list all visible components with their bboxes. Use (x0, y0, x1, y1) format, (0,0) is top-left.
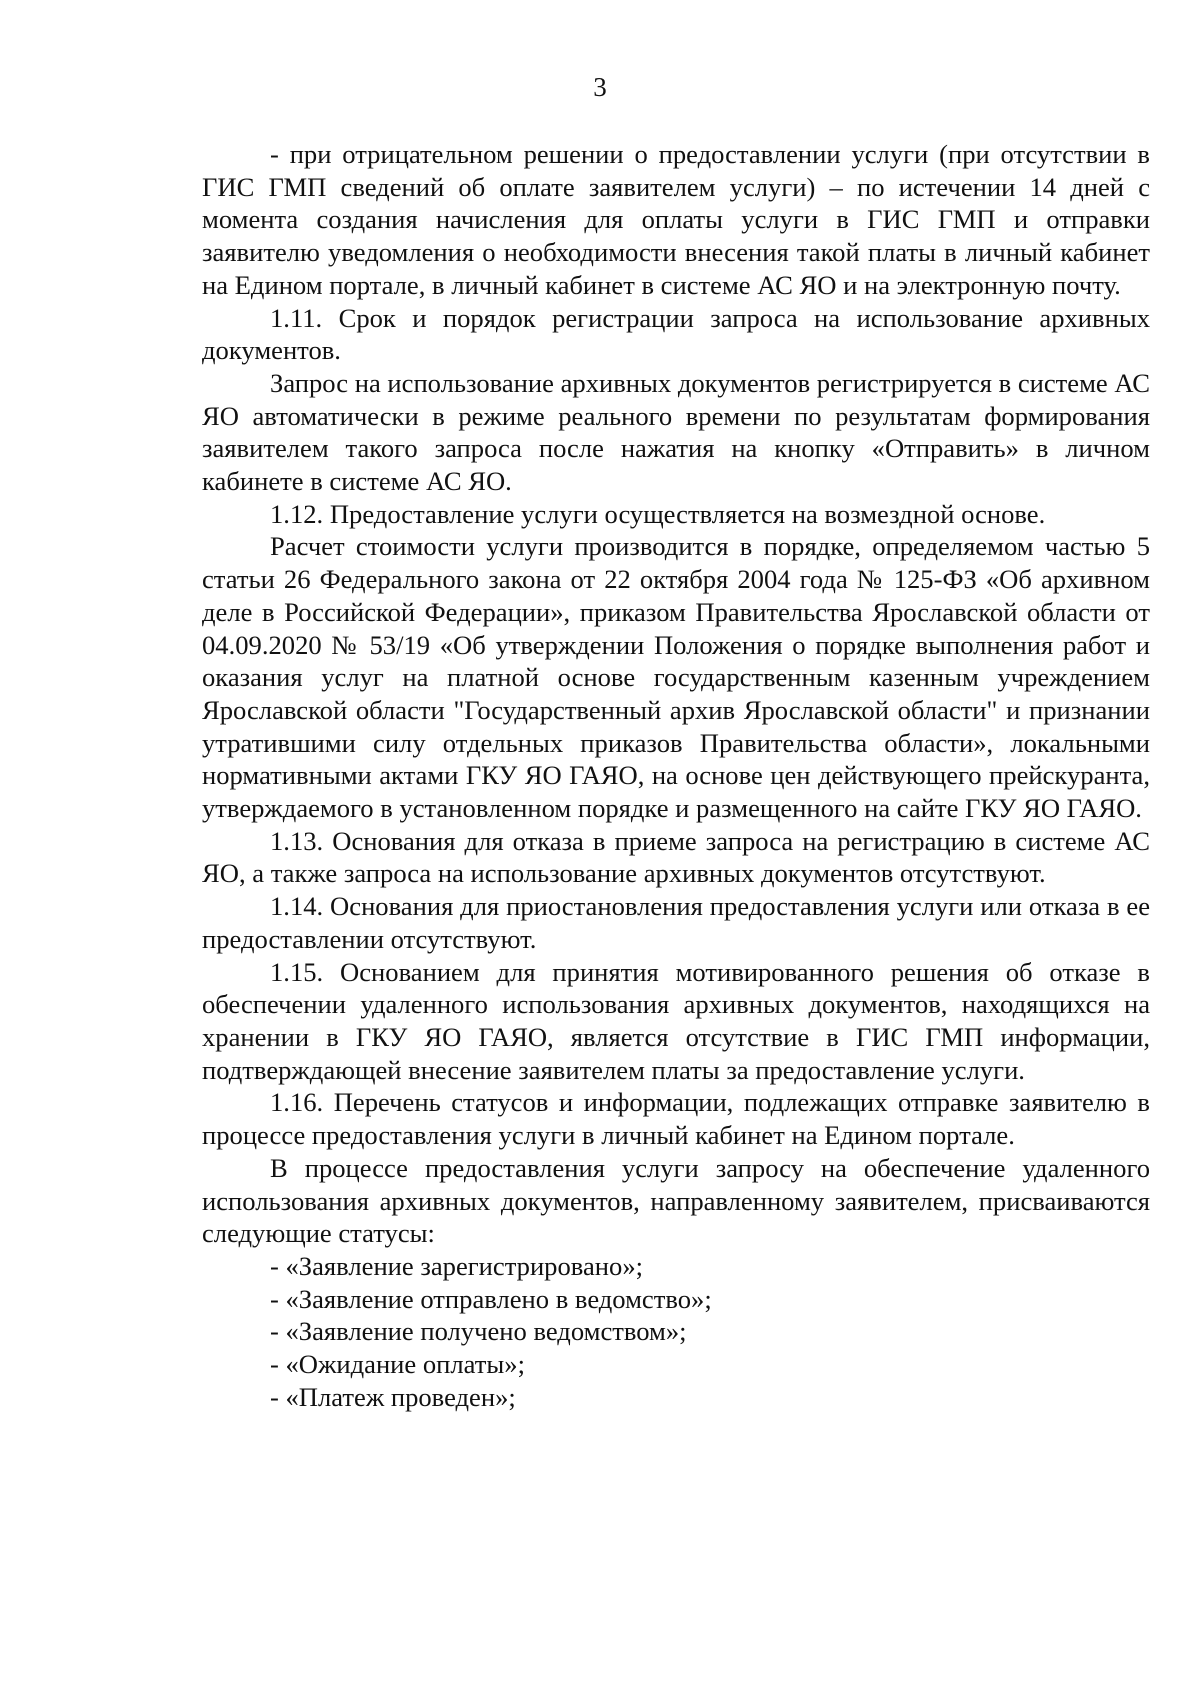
paragraph-request-registration: Запрос на использование архивных документов регистрируется в системе АС ЯО автоматически в режиме реального времени по результатам формирования заявителем такого запроса после нажатия на кнопку «Отправить» в личном кабинете в системе АС ЯО. (202, 367, 1150, 497)
list-item: - «Заявление отправлено в ведомство»; (270, 1283, 712, 1314)
paragraph-cost-calculation: Расчет стоимости услуги производится в порядке, определяемом частью 5 статьи 26 Федерального закона от 22 октября 2004 года № 125-ФЗ «Об архивном деле в Российской Федерации», приказом Правительства Ярославской области от 04.09.2020 № 53/19 «Об утверждении Положения о порядке выполнения работ и оказания услуг на платной основе государственным казенным учреждением Ярославской области "Государственный архив Ярославской области" и признании утратившими силу отдельных приказов Правительства области», локальными нормативными актами ГКУ ЯО ГАЯО, на основе цен действующего прейскуранта, утверждаемого в установленном порядке и размещенного на сайте ГКУ ЯО ГАЯО. (202, 531, 1150, 824)
document-body (202, 138, 1150, 1413)
paragraph-1-15: 1.15. Основанием для принятия мотивированного решения об отказе в обеспечении удаленного использования архивных документов, находящихся на хранении в ГКУ ЯО ГАЯО, является отсутствие в ГИС ГМП информации, подтверждающей внесение заявителем платы за предоставление услуги. (202, 956, 1150, 1085)
paragraph-1-13: 1.13. Основания для отказа в приеме запроса на регистрацию в системе АС ЯО, а также запроса на использование архивных документов отсутствуют. (202, 825, 1150, 889)
paragraph-statuses-intro: В процессе предоставления услуги запросу на обеспечение удаленного использования архивных документов, направленному заявителем, присваиваются следующие статусы: (202, 1152, 1150, 1249)
list-item: - «Заявление получено ведомством»; (270, 1316, 687, 1347)
page-number: 3 (593, 72, 607, 102)
paragraph-negative-decision: - при отрицательном решении о предоставлении услуги (при отсутствии в ГИС ГМП сведений об оплате заявителем услуги) – по истечении 14 дней с момента создания начисления для оплаты услуги в ГИС ГМП и отправки заявителю уведомления о необходимости внесения такой платы в личный кабинет на Едином портале, в личный кабинет в системе АС ЯО и на электронную почту. (202, 139, 1150, 300)
status-list (202, 1250, 1150, 1414)
paragraph-1-12: 1.12. Предоставление услуги осуществляется на возмездной основе. (270, 498, 1046, 529)
list-item: - «Ожидание оплаты»; (270, 1349, 525, 1380)
paragraph-1-14: 1.14. Основания для приостановления предоставления услуги или отказа в ее предоставлении отсутствуют. (202, 891, 1150, 954)
list-item: - «Платеж проведен»; (270, 1381, 516, 1412)
paragraph-1-16: 1.16. Перечень статусов и информации, подлежащих отправке заявителю в процессе предоставления услуги в личный кабинет на Едином портале. (202, 1087, 1150, 1151)
paragraph-1-11-heading: 1.11. Срок и порядок регистрации запроса на использование архивных документов. (202, 302, 1150, 366)
list-item: - «Заявление зарегистрировано»; (270, 1250, 644, 1281)
